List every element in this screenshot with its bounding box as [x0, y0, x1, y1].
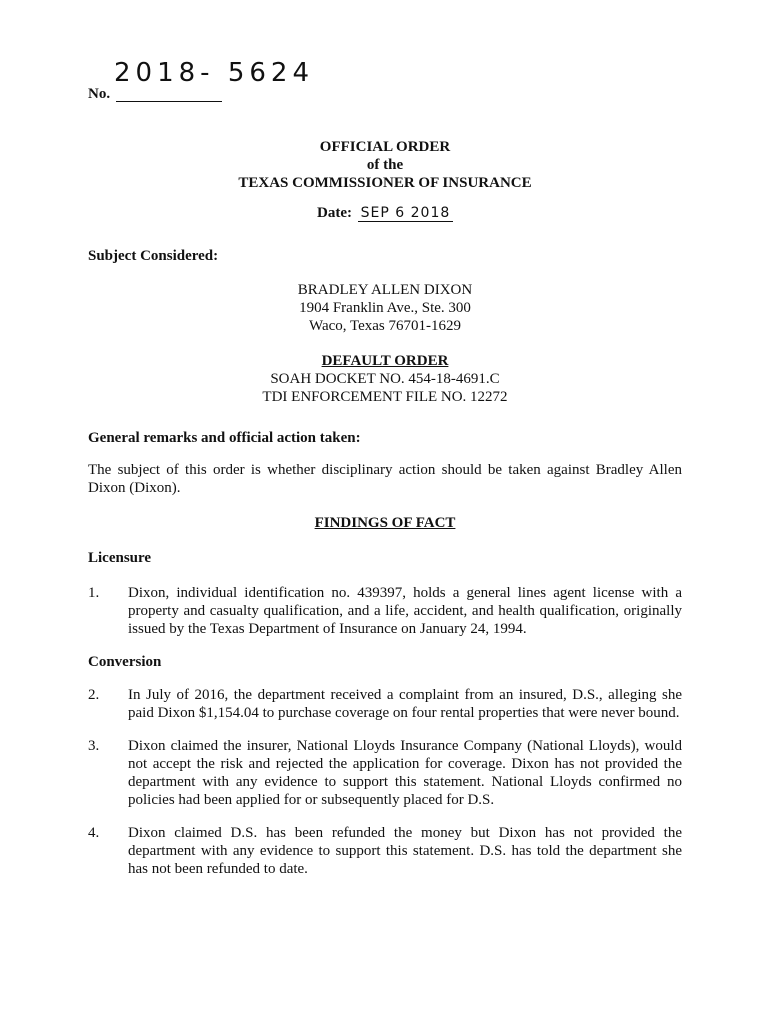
tdi-enforcement-file: TDI ENFORCEMENT FILE NO. 12272: [262, 389, 508, 405]
subject-address-block: [0, 281, 770, 335]
default-order-title: DEFAULT ORDER: [321, 353, 449, 369]
finding-number: 4.: [88, 825, 100, 841]
finding-number: 1.: [88, 585, 100, 601]
finding-text: In July of 2016, the department received a complaint from an insured, D.S., alleging she paid Dixon $1,154.04 to purchase coverage on four rental properties that were never bound.: [128, 687, 682, 721]
conversion-heading: Conversion: [88, 654, 162, 670]
date-stamp: SEP 6 2018: [358, 205, 453, 222]
date-label: Date:: [317, 205, 352, 221]
date-row: [0, 205, 770, 222]
finding-text: Dixon claimed the insurer, National Lloyds Insurance Company (National Lloyds), would not accept the risk and rejected the application for coverage. Dixon has not provided the department with any evidence to support this statement. National Lloyds confirmed no policies had been applied for or subsequently placed for D.S.: [128, 738, 682, 808]
order-number-field: [88, 58, 328, 108]
title-of-the: of the: [366, 157, 404, 173]
finding-number: 2.: [88, 687, 100, 703]
findings-of-fact-heading: FINDINGS OF FACT: [314, 515, 456, 531]
finding-item-2: [88, 686, 682, 722]
finding-number: 3.: [88, 738, 100, 754]
title-official-order: OFFICIAL ORDER: [319, 139, 451, 155]
finding-item-3: [88, 737, 682, 809]
finding-text: Dixon claimed D.S. has been refunded the money but Dixon has not provided the department with any evidence to support this statement. D.S. has told the department she has not been refunded to date.: [128, 825, 682, 877]
finding-item-1: [88, 584, 682, 638]
subject-address-line2: Waco, Texas 76701-1629: [308, 318, 461, 334]
soah-docket-number: SOAH DOCKET NO. 454-18-4691.C: [270, 371, 500, 387]
order-number-handwritten: 2018- 5624: [114, 58, 314, 88]
subject-considered-label: Subject Considered:: [88, 248, 219, 264]
order-title-block: [0, 138, 770, 192]
order-number-line: [116, 101, 222, 102]
finding-item-4: [88, 824, 682, 878]
general-remarks-label: General remarks and official action taken:: [88, 430, 361, 446]
finding-text: Dixon, individual identification no. 439397, holds a general lines agent license with a property and casualty qualification, and a life, accident, and health qualification, originally issued by the Texas Department of Insurance on January 24, 1994.: [128, 585, 682, 637]
order-number-label: No.: [88, 86, 111, 102]
subject-name: BRADLEY ALLEN DIXON: [297, 282, 473, 298]
licensure-heading: Licensure: [88, 550, 152, 566]
intro-paragraph: The subject of this order is whether disciplinary action should be taken against Bradley Allen Dixon (Dixon).: [88, 462, 682, 496]
subject-address-line1: 1904 Franklin Ave., Ste. 300: [299, 300, 471, 316]
default-order-block: [0, 352, 770, 406]
title-commissioner: TEXAS COMMISSIONER OF INSURANCE: [238, 175, 532, 191]
